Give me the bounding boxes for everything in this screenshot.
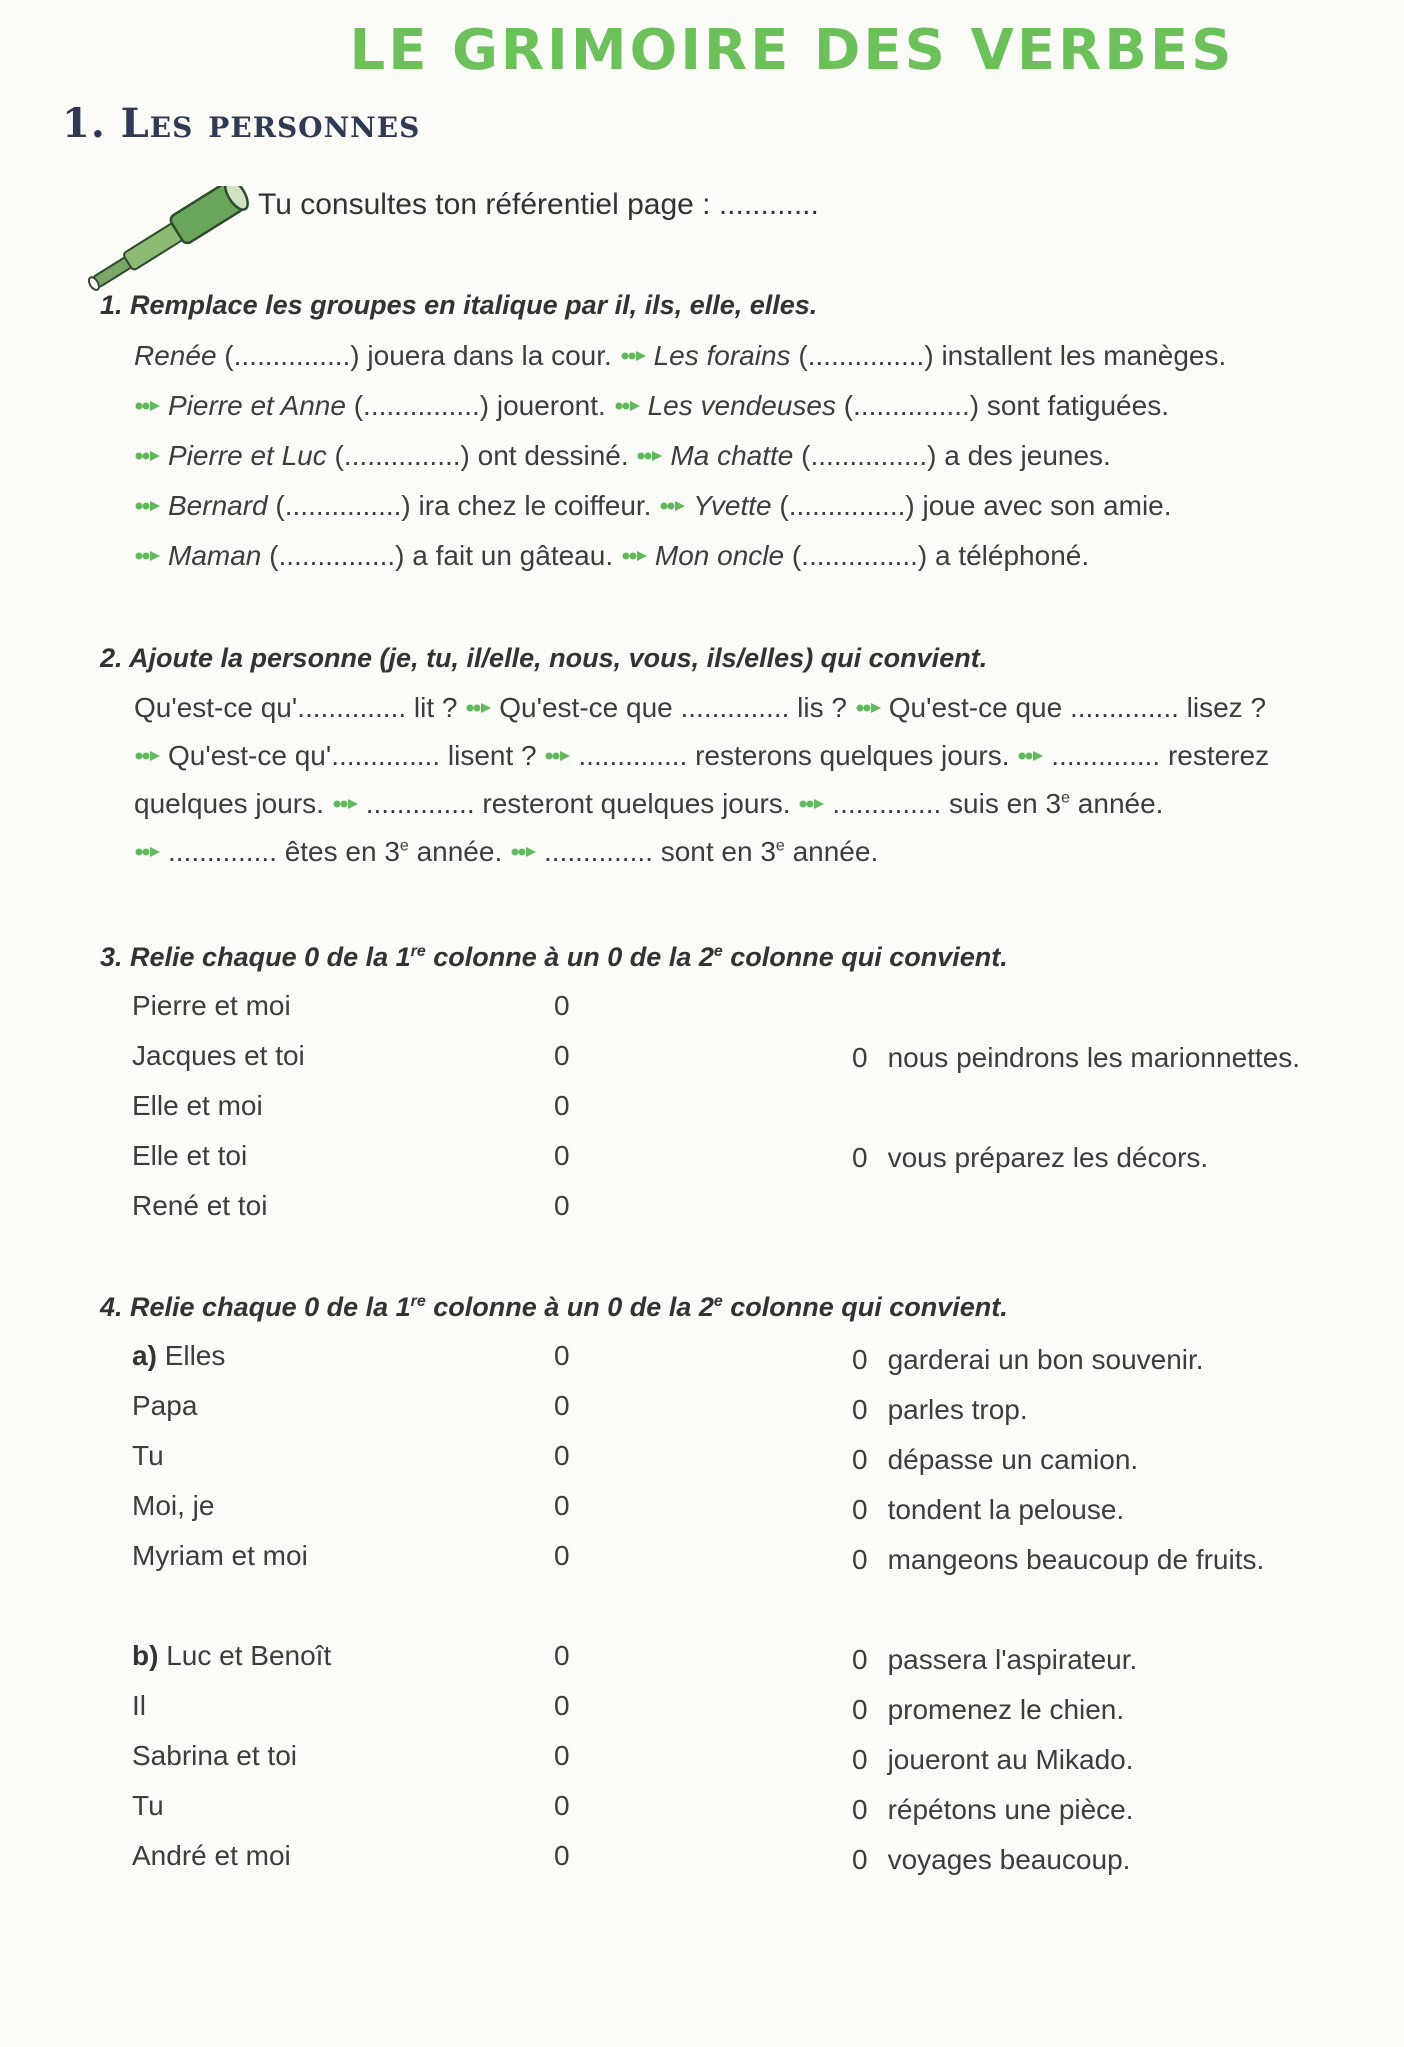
left-connector[interactable]: 0 (554, 1540, 570, 1571)
line-text: (...............) installent les manèges. (790, 340, 1227, 371)
line-text: quelques jours. (134, 788, 332, 819)
exercise-3-question (100, 942, 1008, 973)
right-item-label: joueront au Mikado. (887, 1744, 1134, 1775)
line-text: .............. sont en 3 (544, 836, 776, 867)
left-item (132, 1340, 225, 1372)
exercise-2-question: 2. Ajoute la personne (je, tu, il/elle, nous, vous, ils/elles) qui convient. (100, 643, 988, 673)
right-item (852, 1042, 1300, 1074)
right-item-label: tondent la pelouse. (887, 1494, 1125, 1525)
line-text: (...............) sont fatiguées. (835, 390, 1169, 421)
right-item (852, 1694, 1124, 1726)
left-connector[interactable]: 0 (554, 1040, 570, 1071)
italic-subject: Renée (134, 340, 217, 371)
exercise-line (134, 540, 1089, 572)
left-item (132, 1740, 297, 1772)
left-item (132, 1190, 267, 1222)
line-text: année. (1070, 788, 1164, 819)
left-item-label: Elle et moi (132, 1090, 263, 1121)
left-item-label: Luc et Benoît (166, 1640, 332, 1671)
line-text: .............. resterons quelques jours. (578, 740, 1018, 771)
line-text: (...............) jouera dans la cour. (216, 340, 620, 371)
right-connector[interactable]: 0 (852, 1744, 868, 1775)
left-item-label: Il (132, 1690, 146, 1721)
arrow-bullet-icon (134, 399, 162, 413)
ordinal-suffix: e (713, 1293, 723, 1310)
arrow-bullet-icon (510, 845, 538, 859)
question-text: 3. Relie chaque 0 de la 1 (100, 942, 411, 972)
right-item-label: dépasse un camion. (887, 1444, 1139, 1475)
left-item (132, 1140, 247, 1172)
left-item (132, 1840, 291, 1872)
right-item (852, 1344, 1204, 1376)
left-item-label: André et moi (132, 1840, 291, 1871)
telescope-icon (64, 186, 264, 296)
right-item (852, 1544, 1264, 1576)
left-item-label: Papa (132, 1390, 198, 1421)
line-text: (...............) ira chez le coiffeur. (267, 490, 660, 521)
left-item (132, 1440, 164, 1472)
arrow-bullet-icon (614, 399, 642, 413)
arrow-bullet-icon (134, 499, 162, 513)
line-text: (...............) joue avec son amie. (771, 490, 1172, 521)
ordinal-suffix: e (399, 837, 409, 855)
right-item (852, 1444, 1138, 1476)
right-item-label: passera l'aspirateur. (887, 1644, 1138, 1675)
right-connector[interactable]: 0 (852, 1794, 868, 1825)
exercise-line (134, 836, 878, 868)
left-item (132, 1490, 214, 1522)
line-text: Qu'est-ce que .............. lisez ? (888, 692, 1267, 723)
arrow-bullet-icon (620, 349, 648, 363)
exercise-line (134, 788, 1163, 820)
arrow-bullet-icon (134, 749, 162, 763)
left-item-label: Tu (132, 1790, 164, 1821)
right-item-label: nous peindrons les marionnettes. (887, 1042, 1301, 1073)
ordinal-suffix: e (775, 837, 785, 855)
arrow-bullet-icon (621, 549, 649, 563)
left-connector[interactable]: 0 (554, 1490, 570, 1521)
right-connector[interactable]: 0 (852, 1694, 868, 1725)
ordinal-suffix: re (410, 943, 426, 960)
right-connector[interactable]: 0 (852, 1844, 868, 1875)
left-connector[interactable]: 0 (554, 1690, 570, 1721)
right-item-label: mangeons beaucoup de fruits. (887, 1544, 1265, 1575)
exercise-1-question: 1. Remplace les groupes en italique par il, ils, elle, elles. (100, 290, 818, 320)
italic-subject: Pierre et Luc (168, 440, 327, 471)
left-item (132, 1690, 146, 1722)
page-title: LE GRIMOIRE DES VERBES (349, 18, 1235, 83)
exercise-line (134, 440, 1111, 472)
line-text: .............. êtes en 3 (168, 836, 400, 867)
left-connector[interactable]: 0 (554, 1840, 570, 1871)
arrow-bullet-icon (134, 549, 162, 563)
question-text: colonne à un 0 de la 2 (425, 942, 714, 972)
arrow-bullet-icon (636, 449, 664, 463)
exercise-line (134, 740, 1269, 772)
right-item (852, 1394, 1028, 1426)
line-text: Qu'est-ce qu'.............. lit ? (134, 692, 466, 723)
italic-subject: Ma chatte (670, 440, 794, 471)
left-connector[interactable]: 0 (554, 1440, 570, 1471)
line-text: année. (784, 836, 879, 867)
line-text: année. (408, 836, 510, 867)
right-connector[interactable]: 0 (852, 1444, 868, 1475)
left-item-label: Myriam et moi (132, 1540, 308, 1571)
left-connector[interactable]: 0 (554, 1390, 570, 1421)
italic-subject: Mon oncle (654, 540, 785, 571)
ordinal-suffix: e (1061, 789, 1071, 807)
right-item (852, 1744, 1134, 1776)
left-connector[interactable]: 0 (554, 1140, 570, 1171)
right-connector[interactable]: 0 (852, 1042, 868, 1073)
arrow-bullet-icon (134, 845, 162, 859)
line-text: (...............) a des jeunes. (793, 440, 1111, 471)
ordinal-suffix: e (713, 943, 723, 960)
right-connector[interactable]: 0 (852, 1494, 868, 1525)
right-connector[interactable]: 0 (852, 1142, 868, 1173)
left-connector[interactable]: 0 (554, 1190, 570, 1221)
right-connector[interactable]: 0 (852, 1544, 868, 1575)
right-item-label: voyages beaucoup. (887, 1844, 1131, 1875)
left-connector[interactable]: 0 (554, 1090, 570, 1121)
arrow-bullet-icon (798, 797, 826, 811)
exercise-line (134, 692, 1266, 724)
line-text: (...............) joueront. (345, 390, 614, 421)
right-item (852, 1142, 1208, 1174)
right-item (852, 1844, 1130, 1876)
group-label: b) (132, 1640, 167, 1671)
ordinal-suffix: re (410, 1293, 426, 1310)
arrow-bullet-icon (659, 499, 687, 513)
right-item-label: promenez le chien. (887, 1694, 1125, 1725)
left-item-label: Tu (132, 1440, 164, 1471)
left-item (132, 1790, 164, 1822)
right-item-label: répétons une pièce. (887, 1794, 1134, 1825)
line-text: (...............) a fait un gâteau. (261, 540, 621, 571)
arrow-bullet-icon (465, 701, 493, 715)
right-item (852, 1794, 1134, 1826)
line-text: (...............) ont dessiné. (326, 440, 637, 471)
arrow-bullet-icon (332, 797, 360, 811)
arrow-bullet-icon (855, 701, 883, 715)
left-item-label: Jacques et toi (132, 1040, 305, 1071)
exercise-line (134, 340, 1226, 372)
left-item (132, 1640, 331, 1672)
italic-subject: Bernard (168, 490, 268, 521)
left-item (132, 990, 291, 1022)
left-connector[interactable]: 0 (554, 1790, 570, 1821)
italic-subject: Yvette (693, 490, 772, 521)
left-connector[interactable]: 0 (554, 1340, 570, 1371)
left-item-label: René et toi (132, 1190, 268, 1221)
left-item-label: Sabrina et toi (132, 1740, 297, 1771)
left-item-label: Elle et toi (132, 1140, 248, 1171)
left-item (132, 1390, 197, 1422)
left-item (132, 1540, 308, 1572)
right-item-label: garderai un bon souvenir. (887, 1344, 1204, 1375)
right-connector[interactable]: 0 (852, 1394, 868, 1425)
italic-subject: Maman (168, 540, 262, 571)
right-connector[interactable]: 0 (852, 1644, 868, 1675)
question-text: 4. Relie chaque 0 de la 1 (100, 1292, 411, 1322)
left-item-label: Moi, je (132, 1490, 215, 1521)
group-label: a) (132, 1340, 165, 1371)
line-text: (...............) a téléphoné. (784, 540, 1090, 571)
left-item (132, 1040, 305, 1072)
line-text: .............. suis en 3 (832, 788, 1062, 819)
right-item (852, 1494, 1124, 1526)
left-item-label: Pierre et moi (132, 990, 291, 1021)
question-text: colonne à un 0 de la 2 (425, 1292, 714, 1322)
left-connector[interactable]: 0 (554, 990, 570, 1021)
section-heading: 1. Les personnes (62, 100, 421, 147)
exercise-line (134, 390, 1169, 422)
left-item (132, 1090, 263, 1122)
question-text: colonne qui convient. (722, 942, 1008, 972)
arrow-bullet-icon (1017, 749, 1045, 763)
italic-subject: Pierre et Anne (168, 390, 346, 421)
exercise-line (134, 490, 1172, 522)
italic-subject: Les forains (653, 340, 791, 371)
reference-line: Tu consultes ton référentiel page : ............ (258, 188, 819, 221)
line-text: Qu'est-ce qu'.............. lisent ? (168, 740, 545, 771)
arrow-bullet-icon (134, 449, 162, 463)
arrow-bullet-icon (544, 749, 572, 763)
question-text: colonne qui convient. (722, 1292, 1008, 1322)
line-text: .............. resteront quelques jours. (365, 788, 799, 819)
right-item-label: parles trop. (887, 1394, 1028, 1425)
line-text: .............. resterez (1051, 740, 1270, 771)
left-connector[interactable]: 0 (554, 1740, 570, 1771)
right-connector[interactable]: 0 (852, 1344, 868, 1375)
line-text: Qu'est-ce que .............. lis ? (499, 692, 855, 723)
left-item-label: Elles (164, 1340, 226, 1371)
right-item-label: vous préparez les décors. (887, 1142, 1209, 1173)
left-connector[interactable]: 0 (554, 1640, 570, 1671)
italic-subject: Les vendeuses (647, 390, 836, 421)
exercise-4-question (100, 1292, 1008, 1323)
right-item (852, 1644, 1137, 1676)
